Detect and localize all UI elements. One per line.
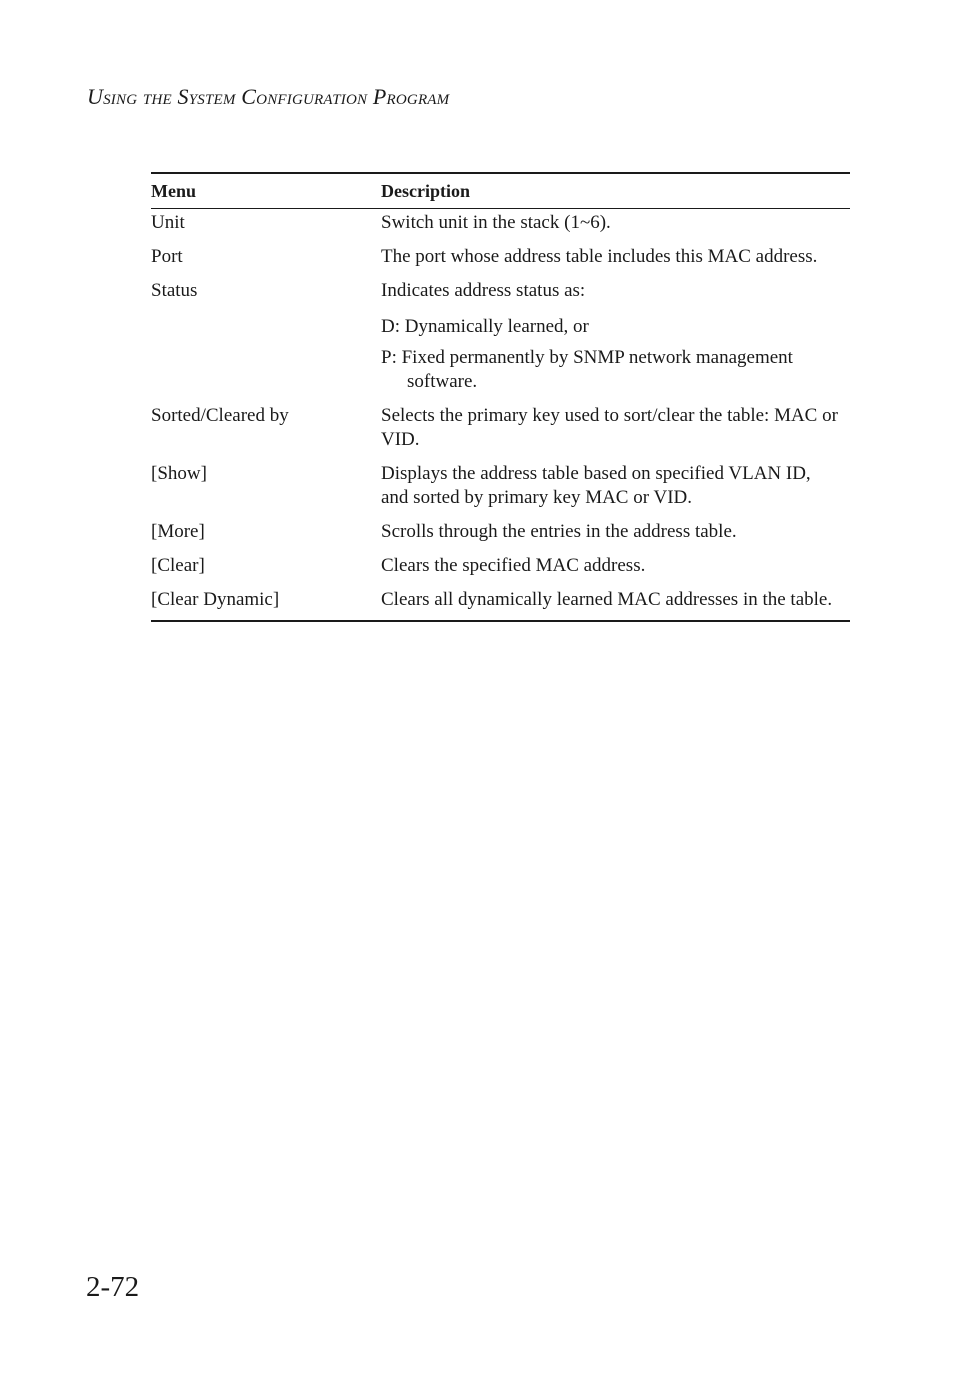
table-row-status — [151, 279, 850, 303]
menu-cell: [Show] — [151, 463, 207, 484]
table-bottom-rule — [151, 620, 850, 622]
menu-cell: [Clear Dynamic] — [151, 589, 280, 610]
menu-cell: [Clear] — [151, 555, 205, 576]
description-cell: Displays the address table based on specified VLAN ID, and sorted by primary key MAC or VID. — [381, 463, 811, 508]
table-row-sorted-cleared — [151, 404, 850, 452]
description-cell: Selects the primary key used to sort/clear the table: MAC or VID. — [381, 405, 838, 450]
description-cell: Clears the specified MAC address. — [381, 555, 646, 576]
menu-cell: Status — [151, 280, 198, 301]
description-cell: Switch unit in the stack (1~6). — [381, 212, 611, 233]
description-cell: Indicates address status as: — [381, 280, 586, 301]
header-description: Description — [381, 181, 470, 201]
description-cell: Scrolls through the entries in the address table. — [381, 521, 737, 542]
menu-cell: Unit — [151, 212, 185, 233]
header-menu: Menu — [151, 181, 196, 201]
menu-cell — [151, 346, 381, 394]
description-cell: Clears all dynamically learned MAC addresses in the table. — [381, 589, 833, 610]
table-row-status-d — [151, 315, 850, 339]
table-row-clear — [151, 554, 850, 578]
table-header-row — [151, 174, 850, 208]
menu-cell: [More] — [151, 521, 205, 542]
description-cell: The port whose address table includes this MAC address. — [381, 246, 818, 267]
page-number: 2-72 — [86, 1271, 140, 1303]
table-header-rule — [151, 208, 850, 209]
menu-cell: Sorted/Cleared by — [151, 405, 289, 426]
description-cell: P: Fixed permanently by SNMP network management software. — [381, 347, 793, 392]
table-row-status-p — [151, 346, 850, 394]
table-row-clear-dynamic — [151, 588, 850, 612]
table-row-port — [151, 245, 850, 269]
menu-description-table — [151, 172, 850, 622]
description-cell: D: Dynamically learned, or — [381, 316, 589, 337]
table-row-show — [151, 462, 850, 510]
menu-cell — [151, 315, 381, 339]
table-row-unit — [151, 211, 850, 235]
running-header: Using the System Configuration Program — [87, 84, 450, 109]
menu-cell: Port — [151, 246, 183, 267]
table-row-more — [151, 520, 850, 544]
